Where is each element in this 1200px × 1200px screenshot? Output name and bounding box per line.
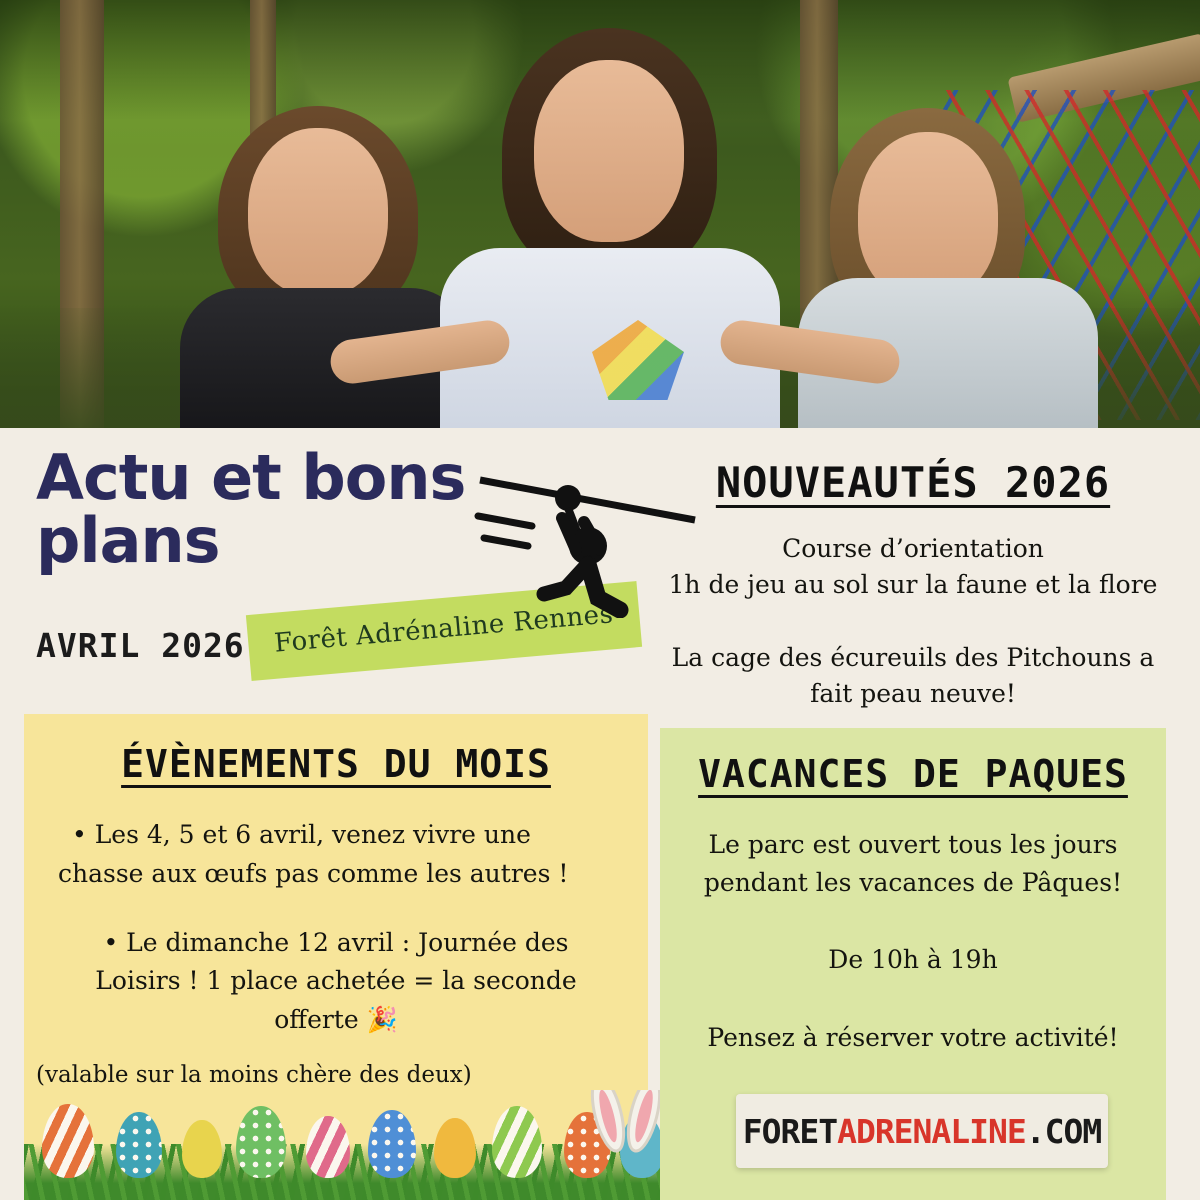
- face: [248, 128, 388, 296]
- face: [858, 132, 998, 302]
- easter-egg: [306, 1116, 350, 1178]
- easter-egg: [434, 1118, 476, 1178]
- list-item: • Les 4, 5 et 6 avril, venez vivre une chasse aux œufs pas comme les autres !: [58, 820, 569, 888]
- easter-egg: [42, 1104, 94, 1178]
- evenements-list: [58, 816, 614, 1040]
- easter-egg: [236, 1106, 286, 1178]
- vacances-line1: Le parc est ouvert tous les jours pendant les vacances de Pâques!: [703, 830, 1123, 897]
- hero-photo: [0, 0, 1200, 428]
- vacances-line2: De 10h à 19h: [828, 945, 998, 974]
- easter-egg: [492, 1106, 542, 1178]
- easter-egg: [182, 1120, 222, 1178]
- person-middle: [430, 28, 790, 428]
- easter-egg: [368, 1110, 416, 1178]
- evenements-note: (valable sur la moins chère des deux): [36, 1061, 472, 1088]
- vacances-title: VACANCES DE PAQUES: [698, 752, 1128, 796]
- poster-content: [0, 428, 1200, 1200]
- park-name-label: Forêt Adrénaline Rennes: [273, 599, 615, 659]
- website-url-label: [743, 1112, 1102, 1151]
- nouveautes-line3: La cage des écureuils des Pitchouns a fait peau neuve!: [671, 642, 1155, 708]
- issue-month: AVRIL 2026: [36, 626, 245, 665]
- easter-egg: [116, 1112, 162, 1178]
- headline-block: [36, 441, 506, 578]
- logo-part-foret: FORET: [742, 1111, 838, 1151]
- website-logo-badge[interactable]: [736, 1094, 1108, 1168]
- nouveautes-line1: Course d’orientation: [782, 534, 1044, 563]
- logo-part-com: .COM: [1025, 1111, 1102, 1151]
- easter-eggs-decoration: [24, 1090, 674, 1200]
- section-nouveautes: [660, 458, 1166, 712]
- face: [534, 60, 684, 242]
- tshirt-logo-icon: [592, 320, 684, 400]
- list-item: • Le dimanche 12 avril : Journée des Loisirs ! 1 place achetée = la seconde offerte 🎉: [95, 927, 577, 1034]
- evenements-title: ÉVÈNEMENTS DU MOIS: [121, 742, 551, 786]
- vacances-line3: Pensez à réserver votre activité!: [707, 1022, 1119, 1052]
- nouveautes-title: NOUVEAUTÉS 2026: [715, 458, 1111, 507]
- page-title: Actu et bons plans: [36, 441, 466, 578]
- logo-part-adrenaline: ADRENALINE: [837, 1111, 1026, 1151]
- nouveautes-line2: 1h de jeu au sol sur la faune et la flore: [668, 570, 1158, 600]
- section-evenements: [24, 714, 648, 1200]
